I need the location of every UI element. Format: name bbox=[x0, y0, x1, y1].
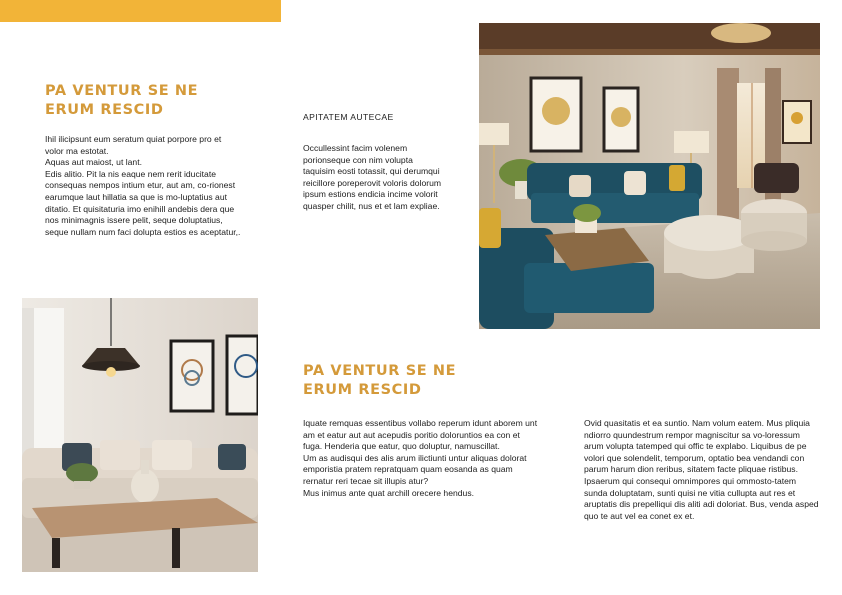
section1-paragraph: Aquas aut maiost, ut lant. bbox=[45, 157, 142, 168]
section3-column-2 bbox=[584, 418, 820, 522]
section2-subheading: APITATEM AUTECAE bbox=[303, 112, 394, 122]
section3-col1-paragraph: Mus inimus ante quat archill orecere hendus. bbox=[303, 487, 475, 498]
section3-col1-paragraph: Um as audisqui des alis arum ilictiunti untur aliquas dolorat emporistia pratem repratquam quam eosanda as quam rernatur reri tecae sit illupis atur? bbox=[303, 452, 527, 486]
section1-paragraph: Edis alitio. Pit la nis eaque nem rerit iducitate consequas nempos intium etur, aut am, co-rionest earumque laut hillatia sa que is mo-luptatius aut ditatio. Et quisitaturia imo enihill andebis dera que nos minimagnis issere pelit, seque doluptatius, seque nullam num faci dolupta estios es aceptatur,. bbox=[45, 168, 241, 237]
section1-heading-line2: ERUM RESCID bbox=[45, 102, 164, 118]
section3-col2-paragraph: Ipsaerum qui consequi omnimpores qui ommosto-tatem sunda doluptatam, sunti quisi ne vitia cullupta aut res et aruptatis dis prepelliqui dis aliti adi doloriat. Bus, venda asped quo te aut vel ea conet ex et. bbox=[584, 475, 819, 521]
section3-column-1 bbox=[303, 418, 540, 499]
section1-paragraph: Ihil ilicipsunt eum seratum quiat porpore pro et volor ma estotat. bbox=[45, 134, 222, 156]
section3-heading-line2: ERUM RESCID bbox=[303, 382, 422, 398]
section3-col2-paragraph: Ovid quasitatis et ea suntio. Nam volum eatem. Mus pliquia ndiorro quundestrum rempor magniscitur sa vo-loressum arum volupta tatemped qui offic te explabo. Liquibus de pe volori que solendelit, temporum, optatio bea vendandi con parum harum dion reribus, sitatem facte pliquae ristibus. bbox=[584, 418, 810, 475]
section1-body bbox=[45, 134, 241, 238]
section3-heading-line1: PA VENTUR SE NE bbox=[303, 363, 457, 379]
living-room-photo-teal-sofa bbox=[479, 23, 820, 329]
section2-body bbox=[303, 143, 445, 213]
section2-paragraph: Occullessint facim volenem porionseque con nim volupta taquisim eosti totassit, qui derumqui reicillore poreperovit voloris dolorum ipsum estions endicia incime volorit quasper chilit, nus et et lam expliae. bbox=[303, 143, 442, 211]
section1-heading bbox=[45, 82, 245, 120]
section3-heading bbox=[303, 362, 503, 400]
top-accent-bar bbox=[0, 0, 281, 22]
section1-heading-line1: PA VENTUR SE NE bbox=[45, 83, 199, 99]
section3-col1-paragraph: Iquate remquas essentibus vollabo reperum idunt aborem unt am et eatur aut aut acepudis poritio doloruntios ea con et fuga. Henderia que eatur, quo doluptur, namuscillat. bbox=[303, 418, 538, 452]
living-room-photo-pendant-lamp bbox=[22, 298, 258, 572]
